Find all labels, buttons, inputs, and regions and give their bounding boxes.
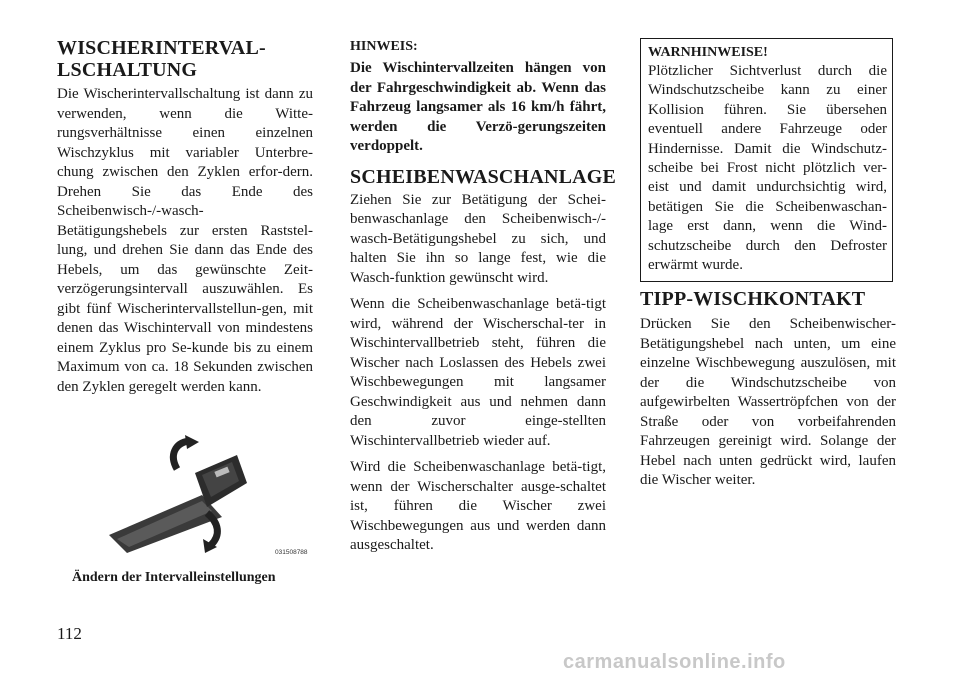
middle-column [350,0,617,556]
page-number: 112 [57,624,82,643]
left-column [57,0,313,397]
waschanlage-paragraph-3: Wird die Scheibenwaschanlage betä-tigt, wenn der Wischerschalter ausge-schaltet ist, führen die Wischer zwei Wischbewegungen aus und werden dann ausgeschaltet. [350,459,606,553]
waschanlage-paragraph-1: Ziehen Sie zur Betätigung der Schei-benwaschanlage den Scheibenwisch-/-wasch-Betätigungshebel zu sich, und halten Sie ihn so lange fest, wie die Wasch-funktion gewünscht wird. [350,191,606,286]
section-heading-waschanlage: SCHEIBENWASCHANLAGE [350,165,617,188]
warning-text: Plötzlicher Sichtverlust durch die Windschutzscheibe kann zu einer Kollision führen. Sie übersehen eventuell andere Fahrzeuge oder Hindernisse. Damit die Windschutz-scheibe bei Frost nicht plötzlich ver-eist und damit undurchsichtig wird, betätigen Sie die Scheibenwaschan-lage erst dann, wenn die Wind-schutzscheibe durch den Defroster erwärmt wurde. [648,63,887,274]
wiper-lever-illustration [107,435,312,565]
section-heading-intervall: WISCHERINTERVAL- LSCHALTUNG [57,37,266,81]
rotate-down-arrow-icon [207,513,217,545]
tipp-paragraph: Drücken Sie den Scheibenwischer-Betätigungshebel nach unten, um eine einzelne Wischbewegung auszulösen, mit der die Windschutzscheibe von aufgewirbelten Wassertröpfchen von der Straße oder von vorbeifahrenden Fahrzeugen gereinigt wird. Solange der Hebel nach unten gedrückt wird, laufen die Wischer weiter. [640,316,896,488]
section-heading-tipp: TIPP-WISCHKONTAKT [640,288,866,310]
note-text: Die Wischintervallzeiten hängen von der Fahrgeschwindigkeit ab. Wenn das Fahrzeug langsamer als 16 km/h fährt, werden die Verzö-gerungszeiten verdoppelt. [350,60,606,154]
figure-code: 031508788 [275,549,308,556]
note-label: HINWEIS: [350,39,418,54]
watermark-text: carmanualsonline.info [563,651,786,673]
intervall-paragraph: Die Wischerintervallschaltung ist dann zu verwenden, wenn die Witte-rungsverhältnisse einen einzelnen Wischzyklus mit variabler Unterbre-chung zwischen den Zyklen erfor-dern. Drehen Sie das Ende des Scheibenwisch-/-wasch-Betätigungshebels zur ersten Raststel-lung, und drehen Sie dann das Ende des Hebels, um das gewünschte Zeit-verzögerungsintervall auszuwählen. Es gibt fünf Wischerintervallstellun-gen, mit denen das Wischintervall von mindestens einem Zyklus pro Se-kunde bis zu einem Maximum von ca. 18 Sekunden zwischen den Zyklen geregelt werden kann. [57,86,313,395]
warning-label: WARNHINWEISE! [648,45,768,60]
waschanlage-paragraph-2: Wenn die Scheibenwaschanlage betä-tigt wird, während der Wischerschal-ter in Wischintervallbetrieb steht, führen die Wischer nach Loslassen des Hebels zwei Wischbewegungen mit langsamer Geschwindigkeit aus und nehmen dann den zuvor einge-stellten Wischintervallbetrieb wieder auf. [350,296,606,449]
figure-caption: Ändern der Intervalleinstellungen [72,570,276,585]
right-column [640,0,896,491]
